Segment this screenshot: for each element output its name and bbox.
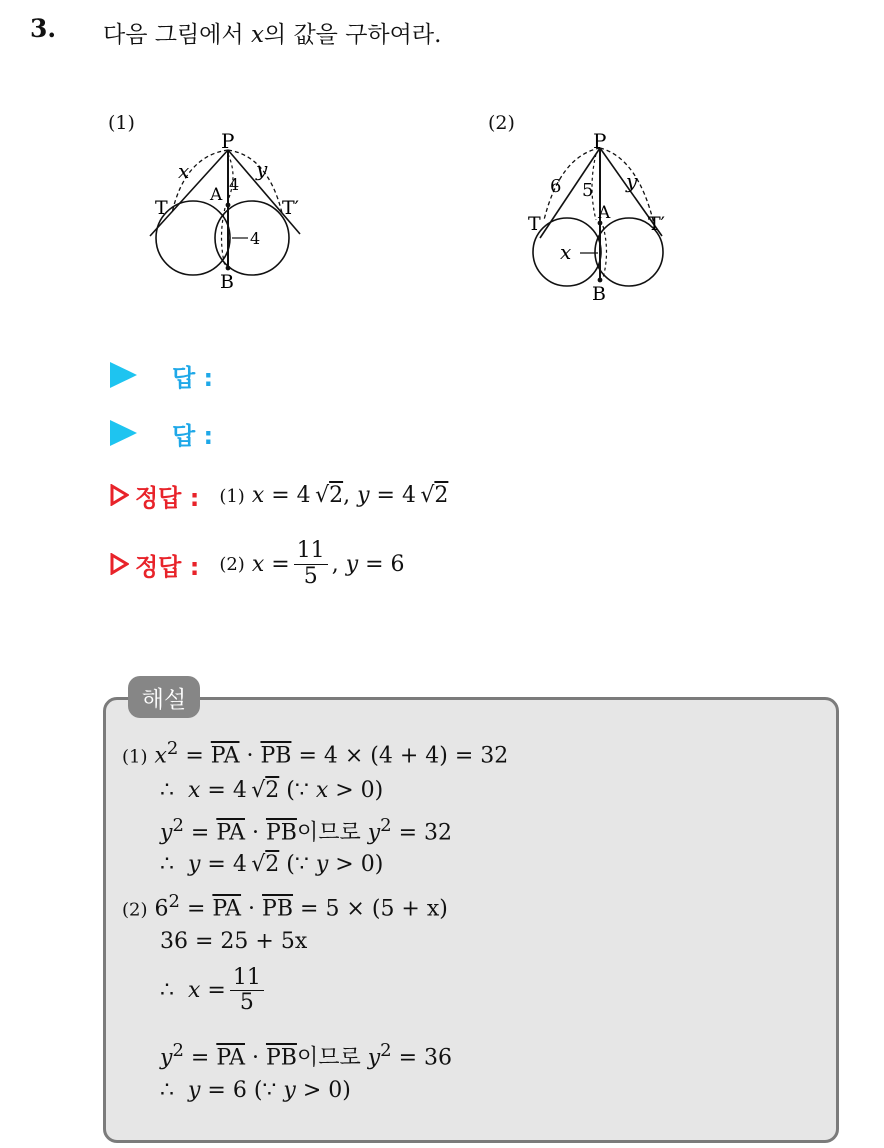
figure2-label-5: 5 xyxy=(582,180,594,201)
figure1-label-t-prime: T′ xyxy=(282,197,299,219)
solution-line-7: ∴ x = $\frac{11}{5}$ xyxy=(160,966,268,1015)
figure1-label-t: T xyxy=(155,197,168,219)
figure2-label-x: x xyxy=(560,240,572,264)
figure2-label-6: 6 xyxy=(550,176,562,197)
figure2-label-t: T xyxy=(528,213,541,235)
answer-line-1 xyxy=(110,355,213,395)
question-variable: x xyxy=(250,22,264,48)
question-text-after: 의 값을 구하여라. xyxy=(263,22,442,48)
figure1-point-b xyxy=(226,266,231,271)
answer-label: 답 : xyxy=(172,421,214,450)
correct-answer-2-math: (2) x = $\frac{11}{5}$ , y = 6 xyxy=(219,538,405,589)
answer-label: 답 : xyxy=(172,363,214,392)
figure2-dashed-brace-x xyxy=(603,226,607,278)
figure2-label-t-prime: T′ xyxy=(648,213,665,235)
correct-answer-label: 정답 : xyxy=(135,552,200,581)
figure2-label-y: y xyxy=(626,169,638,193)
correct-answer-label: 정답 : xyxy=(135,483,200,512)
figure1-label-ab: 4 xyxy=(250,229,261,248)
figure1-diagram xyxy=(140,128,320,298)
figure2-point-b xyxy=(598,278,603,283)
question-number: 3. xyxy=(30,14,57,43)
red-triangle-outline-icon xyxy=(110,553,129,575)
solution-line-2: ∴ x = 4 √2 (∵ x > 0) xyxy=(160,778,384,803)
figure1-label: (1) xyxy=(108,112,135,134)
solution-line-9: ∴ y = 6 (∵ y > 0) xyxy=(160,1078,351,1103)
figure2-label-p: P xyxy=(593,129,607,153)
blue-triangle-icon xyxy=(110,420,137,446)
solution-line-1: (1) $x^2 = \overline{PA} \cdot \overline{PB} = 4 \times (4 + 4) = 32$ xyxy=(122,738,509,769)
figure2-label-a: A xyxy=(598,203,611,223)
figure2-label-b: B xyxy=(592,283,606,305)
figure1-label-pa: 4 xyxy=(229,175,240,194)
figure2-label: (2) xyxy=(488,112,515,134)
correct-answer-1 xyxy=(110,475,448,515)
figure1-label-y: y xyxy=(256,157,268,181)
figure2-diagram xyxy=(520,128,700,308)
solution-line-6: 36 = 25 + 5x xyxy=(160,929,308,954)
figure1-label-b: B xyxy=(220,271,234,293)
question-text-before: 다음 그림에서 xyxy=(103,22,251,48)
question-text xyxy=(103,16,441,49)
figure1-label-p: P xyxy=(221,129,235,153)
answer-line-2 xyxy=(110,413,213,453)
figure1-point-a xyxy=(226,203,231,208)
figure1-label-a: A xyxy=(210,185,223,205)
solution-line-5: (2) $6^2 = \overline{PA} \cdot \overline{PB} = 5 \times (5 + x)$ xyxy=(122,891,448,922)
solution-line-8: $y^2 = \overline{PA} \cdot \overline{PB}$이므로 $y^2 = 36$ xyxy=(160,1040,453,1071)
solution-line-3: $y^2 = \overline{PA} \cdot \overline{PB}$이므로 $y^2 = 32$ xyxy=(160,815,453,846)
solution-line-4: ∴ y = 4 √2 (∵ y > 0) xyxy=(160,852,384,877)
correct-answer-2 xyxy=(110,536,405,592)
red-triangle-outline-icon xyxy=(110,484,129,506)
solution-tag: 해설 xyxy=(128,676,200,718)
correct-answer-1-math: (1) x = 4 √2, y = 4 √2 xyxy=(219,482,449,508)
figure1-label-x: x xyxy=(178,159,190,183)
blue-triangle-icon xyxy=(110,362,137,388)
